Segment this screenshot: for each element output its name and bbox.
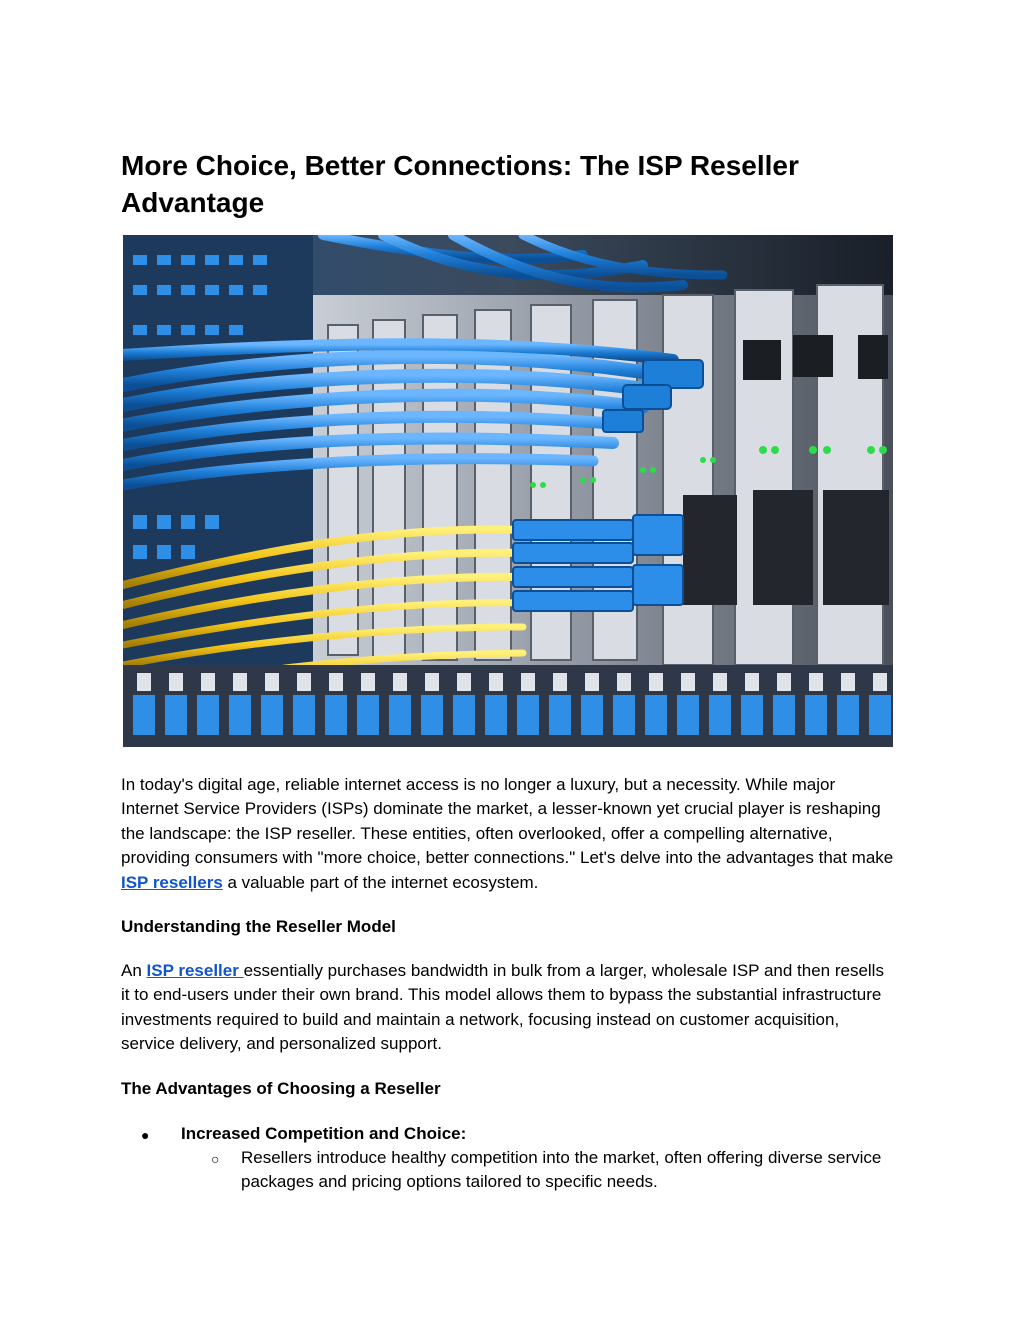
isp-reseller-link[interactable]: ISP reseller <box>146 961 244 980</box>
intro-text-before: In today's digital age, reliable internet access is no longer a luxury, but a necessity. While major Internet Service Providers (ISPs) dominate the market, a lesser-known yet crucial player is reshaping the landscape: the ISP reseller. These entities, often overlooked, offer a compelling alternative, providing consumers with "more choice, better connections." Let's delve into the advantages that make <box>121 775 894 868</box>
section-heading-reseller-model: Understanding the Reseller Model <box>121 917 396 936</box>
reseller-model-paragraph <box>121 959 896 1057</box>
sub-bullet-marker: ○ <box>211 1151 220 1167</box>
sub-bullet-item <box>211 1146 891 1195</box>
bullet-label: Increased Competition and Choice: <box>181 1124 467 1143</box>
reseller-text-before: An <box>121 961 147 980</box>
network-cables-image <box>123 235 893 747</box>
reseller-text-after: essentially purchases bandwidth in bulk from a larger, wholesale ISP and then resells it to end-users under their own brand. This model allows them to bypass the substantial infrastructure investments required to build and maintain a network, focusing instead on customer acquisition, service delivery, and personalized support. <box>121 961 884 1054</box>
article-title: More Choice, Better Connections: The ISP Reseller Advantage <box>121 150 799 218</box>
isp-resellers-link[interactable]: ISP resellers <box>121 872 223 892</box>
intro-text-after: a valuable part of the internet ecosystem. <box>222 872 539 892</box>
section-heading-advantages: The Advantages of Choosing a Reseller <box>121 1079 441 1098</box>
bullet-marker: ● <box>141 1127 150 1143</box>
intro-paragraph <box>121 773 896 895</box>
sub-bullet-text: Resellers introduce healthy competition into the market, often offering diverse service packages and pricing options tailored to specific needs. <box>241 1148 882 1192</box>
